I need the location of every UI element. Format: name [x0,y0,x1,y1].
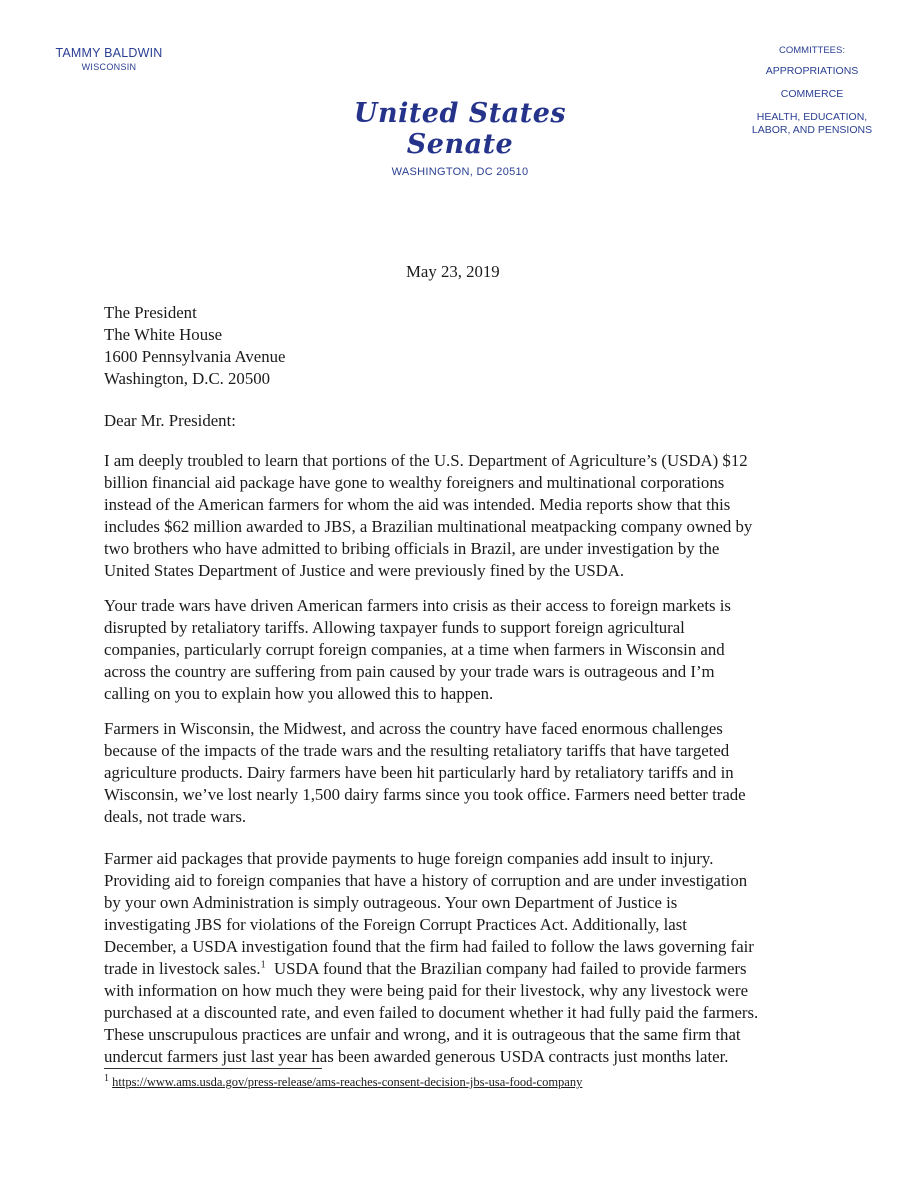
body-paragraph [104,848,824,1068]
committee-item: LABOR, AND PENSIONS [751,124,873,136]
recipient-line: 1600 Pennsylvania Avenue [104,347,286,366]
footnote-reference: 1 [260,959,266,971]
institution-address: WASHINGTON, DC 20510 [391,166,529,178]
recipient-line: The White House [104,325,223,344]
paragraph-line: instead of the American farmers for whom the aid was intended. Media reports show that this [104,495,731,514]
paragraph-line: Farmers in Wisconsin, the Midwest, and across the country have faced enormous challenges [104,719,723,738]
body-paragraph [104,450,824,582]
footnote-marker: 1 [104,1072,109,1084]
committee-item: HEALTH, EDUCATION, [756,111,868,123]
paragraph-line: two brothers who have admitted to bribing officials in Brazil, are under investigation by the [104,539,720,558]
committees-block [724,44,900,137]
paragraph-line: includes $62 million awarded to JBS, a Brazilian multinational meatpacking company owned by [104,517,753,536]
paragraph-line: investigating JBS for violations of the Foreign Corrupt Practices Act. Additionally, last [104,915,687,934]
paragraph-line: December, a USDA investigation found that the firm had failed to follow the laws governing fair [104,937,754,956]
paragraph-line: These unscrupulous practices are unfair and wrong, and it is outrageous that the same firm that [104,1025,741,1044]
recipient-line: Washington, D.C. 20500 [104,369,270,388]
paragraph-line: across the country are suffering from pain caused by your trade wars is outrageous and I’m [104,662,715,681]
committees-label: COMMITTEES: [779,45,845,56]
paragraph-line: deals, not trade wars. [104,807,247,826]
paragraph-line: purchased at a discounted rate, and even failed to document whether it had fully paid the farmers. [104,1003,759,1022]
recipient-line: The President [104,303,197,322]
paragraph-line: by your own Administration is simply outrageous. Your own Department of Justice is [104,893,678,912]
institution-title: United States Senate [353,98,567,160]
salutation: Dear Mr. President: [104,411,236,430]
masthead [300,98,620,178]
paragraph-line: Farmer aid packages that provide payments to huge foreign companies add insult to injury. [104,849,714,868]
body-paragraph [104,595,824,705]
paragraph-line: agriculture products. Dairy farmers have been hit particularly hard by retaliatory tariffs and in [104,763,734,782]
footnote-link[interactable]: https://www.ams.usda.gov/press-release/ams-reaches-consent-decision-jbs-usa-food-company [112,1075,583,1089]
senator-state: WISCONSIN [81,62,137,72]
paragraph-line: disrupted by retaliatory tariffs. Allowing taxpayer funds to support foreign agricultural [104,618,685,637]
line-text: trade in livestock sales. [104,959,261,978]
paragraph-line: Providing aid to foreign companies that have a history of corruption and are under investigation [104,871,748,890]
committee-item: APPROPRIATIONS [765,65,859,77]
footnote [104,1072,583,1090]
paragraph-line: I am deeply troubled to learn that portions of the U.S. Department of Agriculture’s (USDA) $12 [104,451,748,470]
paragraph-line: billion financial aid package have gone to wealthy foreigners and multinational corporations [104,473,725,492]
paragraph-line: companies, particularly corrupt foreign companies, at a time when farmers in Wisconsin and [104,640,725,659]
paragraph-line: because of the impacts of the trade wars and the resulting retaliatory tariffs that have targeted [104,741,730,760]
paragraph-line [104,958,824,980]
paragraph-line: Wisconsin, we’ve lost nearly 1,500 dairy farms since you took office. Farmers need better trade [104,785,746,804]
footnote-divider [104,1068,322,1069]
line-text: USDA found that the Brazilian company had failed to provide farmers [265,959,747,978]
recipient-address [104,302,285,390]
senator-name: TAMMY BALDWIN [55,46,163,60]
paragraph-line: Your trade wars have driven American farmers into crisis as their access to foreign markets is [104,596,731,615]
paragraph-line: undercut farmers just last year has been awarded generous USDA contracts just months later. [104,1047,729,1066]
paragraph-line: United States Department of Justice and were previously fined by the USDA. [104,561,625,580]
sender-block [46,46,172,72]
paragraph-line: with information on how much they were being paid for their livestock, why any livestock were [104,981,749,1000]
committee-item: COMMERCE [780,88,844,100]
paragraph-line: calling on you to explain how you allowed this to happen. [104,684,494,703]
body-paragraph [104,718,824,828]
letter-date: May 23, 2019 [406,262,500,281]
